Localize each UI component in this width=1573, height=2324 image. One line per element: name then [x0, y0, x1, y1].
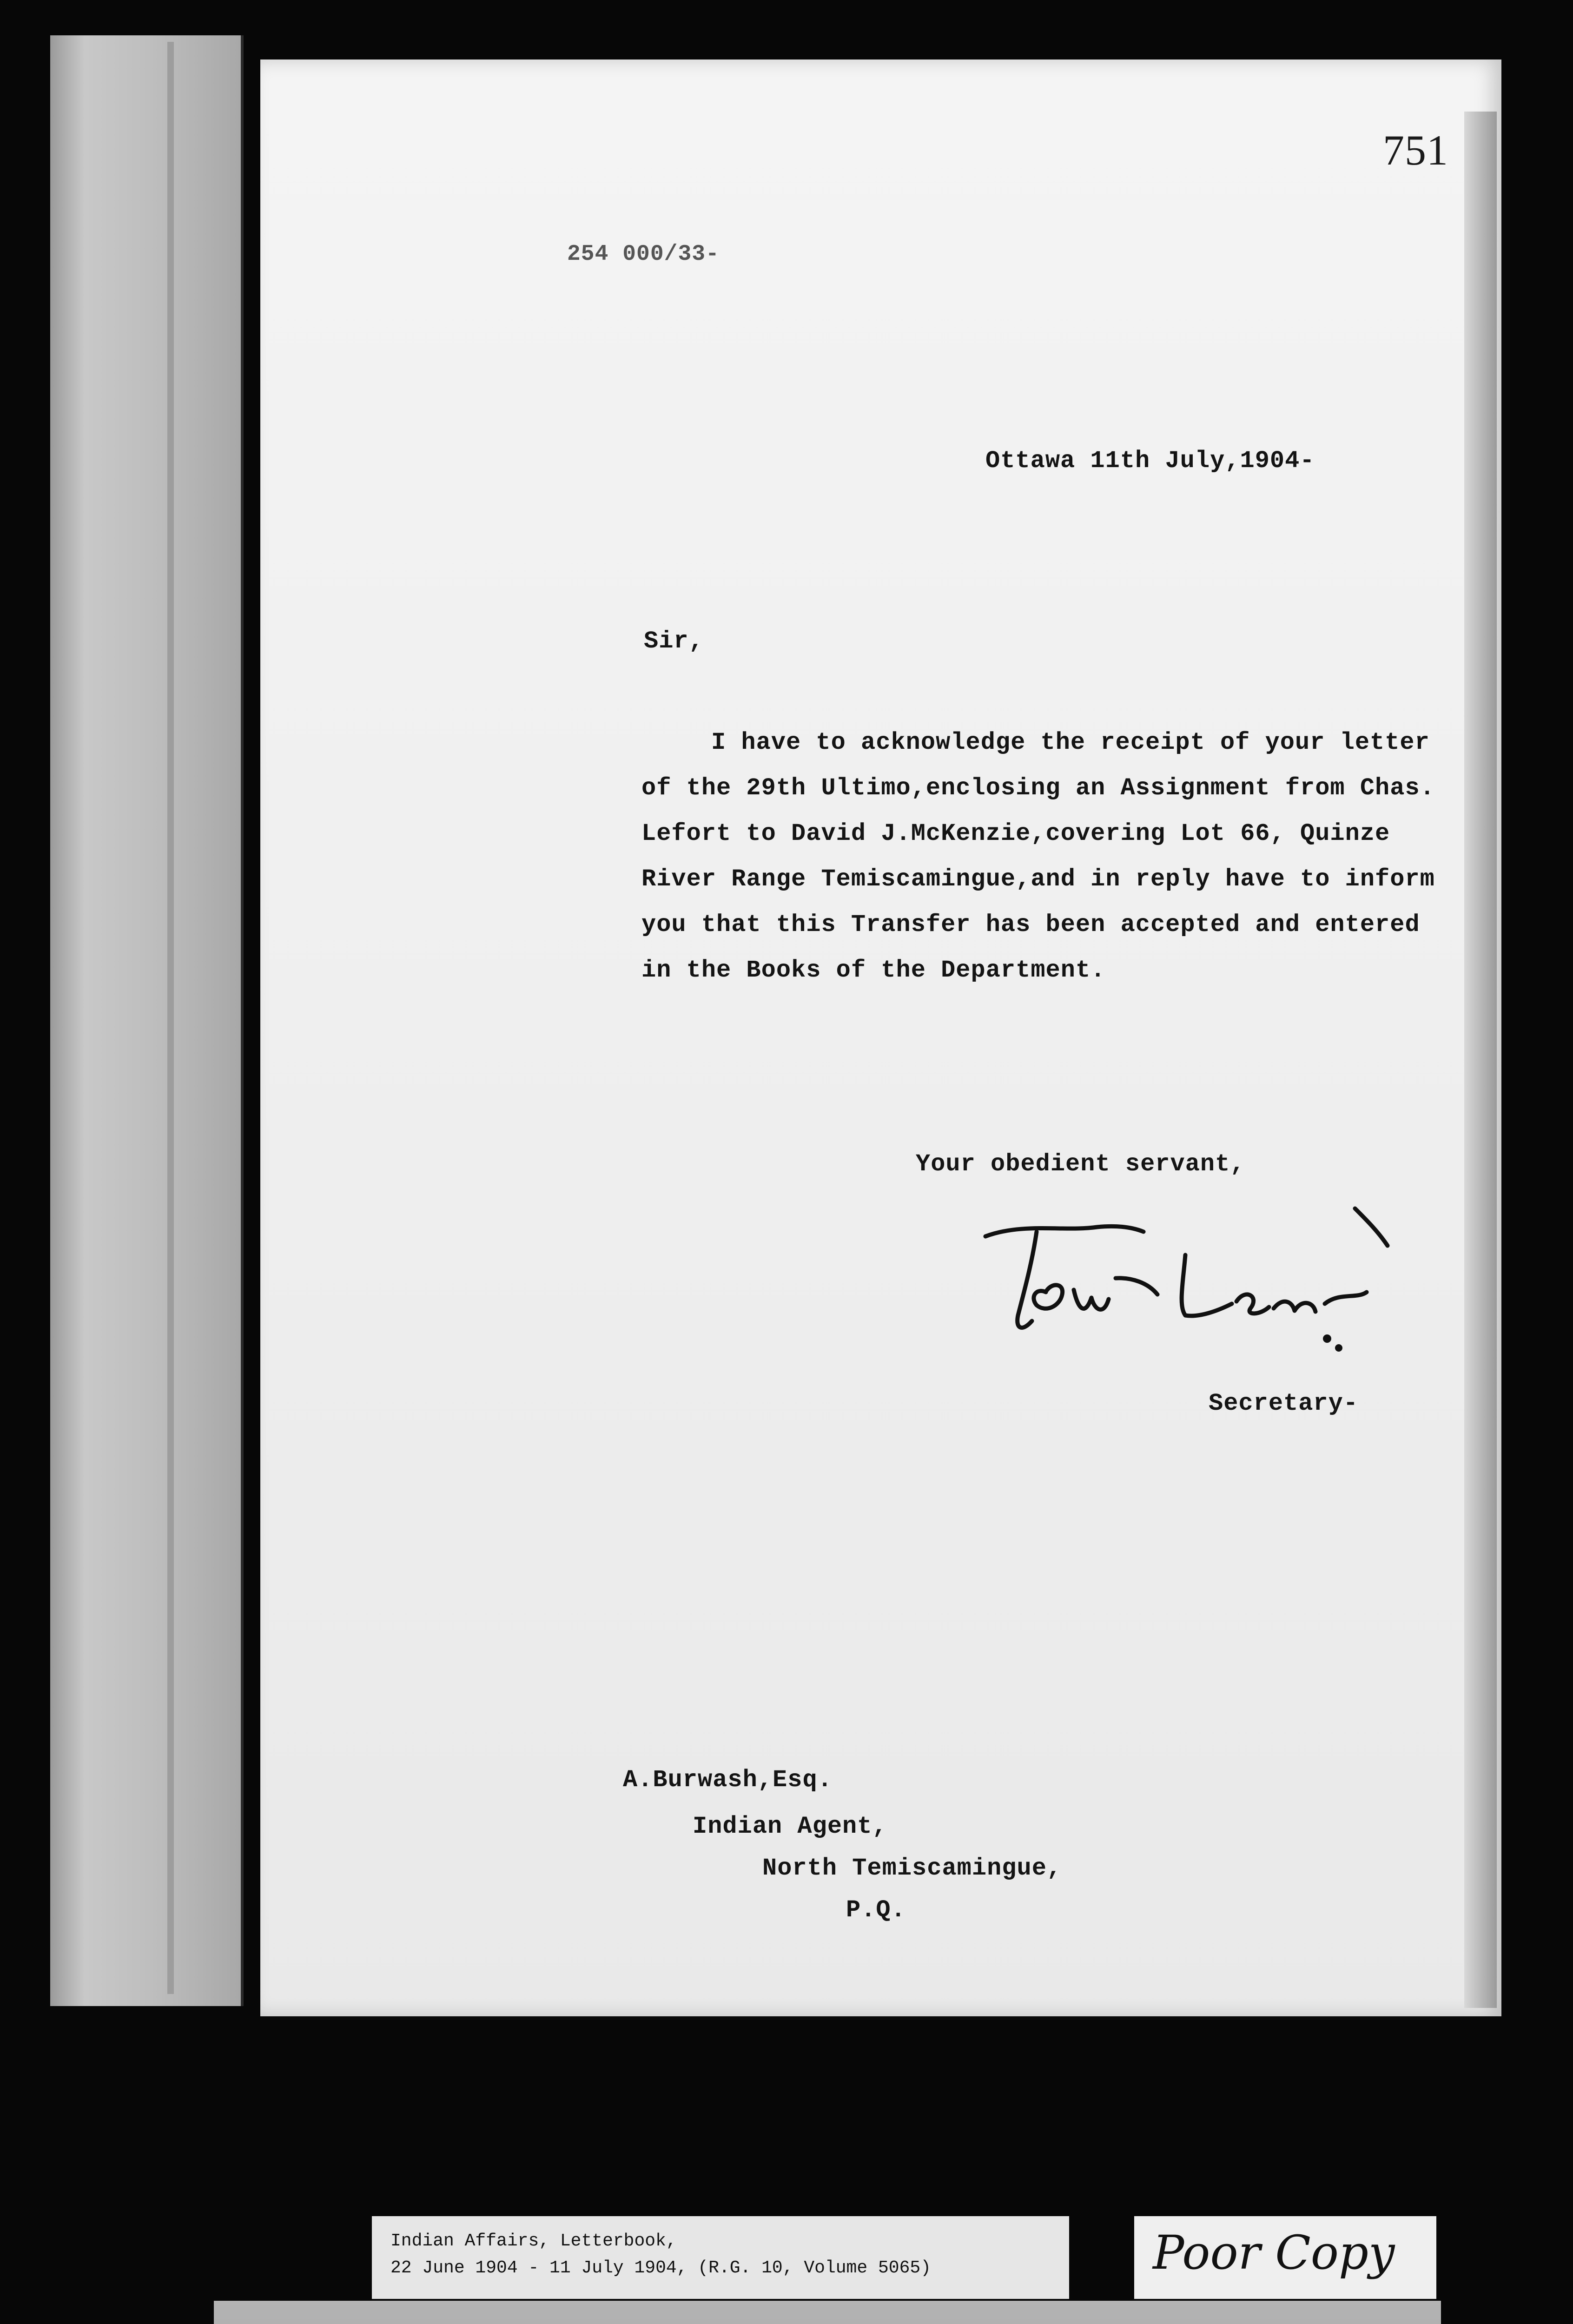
archive-citation-label [372, 2216, 1069, 2299]
addressee-province: P.Q. [846, 1896, 906, 1924]
salutation: Sir, [644, 627, 704, 655]
addressee-place: North Temiscamingue, [762, 1855, 1062, 1882]
body-line: I have to acknowledge the receipt of your letter [711, 729, 1430, 756]
leaf-fold-shadow [167, 42, 174, 1994]
letter-sheet [260, 59, 1501, 2016]
addressee-title: Indian Agent, [693, 1813, 887, 1840]
handwritten-signature [967, 1199, 1422, 1367]
closing-phrase: Your obedient servant, [916, 1150, 1245, 1178]
quality-note-text: Poor Copy [1153, 2225, 1395, 2280]
body-line: in the Books of the Department. [641, 957, 1106, 984]
sheet-right-edge [1464, 112, 1497, 2008]
archives-stamp [214, 2301, 1441, 2324]
date-line: Ottawa 11th July,1904- [985, 447, 1315, 475]
signer-title: Secretary- [1209, 1390, 1359, 1417]
body-line: River Range Temiscamingue,and in reply have to inform [641, 865, 1435, 893]
file-reference: 254 000/33- [567, 242, 720, 267]
quality-note-label [1134, 2216, 1436, 2299]
body-line: Lefort to David J.McKenzie,covering Lot 66, Quinze [641, 820, 1390, 847]
addressee-name: A.Burwash,Esq. [623, 1766, 833, 1794]
body-line: you that this Transfer has been accepted and entered [641, 911, 1420, 938]
citation-line: 22 June 1904 - 11 July 1904, (R.G. 10, Volume 5065) [390, 2258, 931, 2278]
letter-body [641, 725, 1441, 998]
citation-line: Indian Affairs, Letterbook, [390, 2231, 677, 2251]
folio-number: 751 [1383, 126, 1448, 174]
previous-leaf-edge [50, 35, 244, 2006]
body-line: of the 29th Ultimo,enclosing an Assignment from Chas. [641, 774, 1435, 802]
